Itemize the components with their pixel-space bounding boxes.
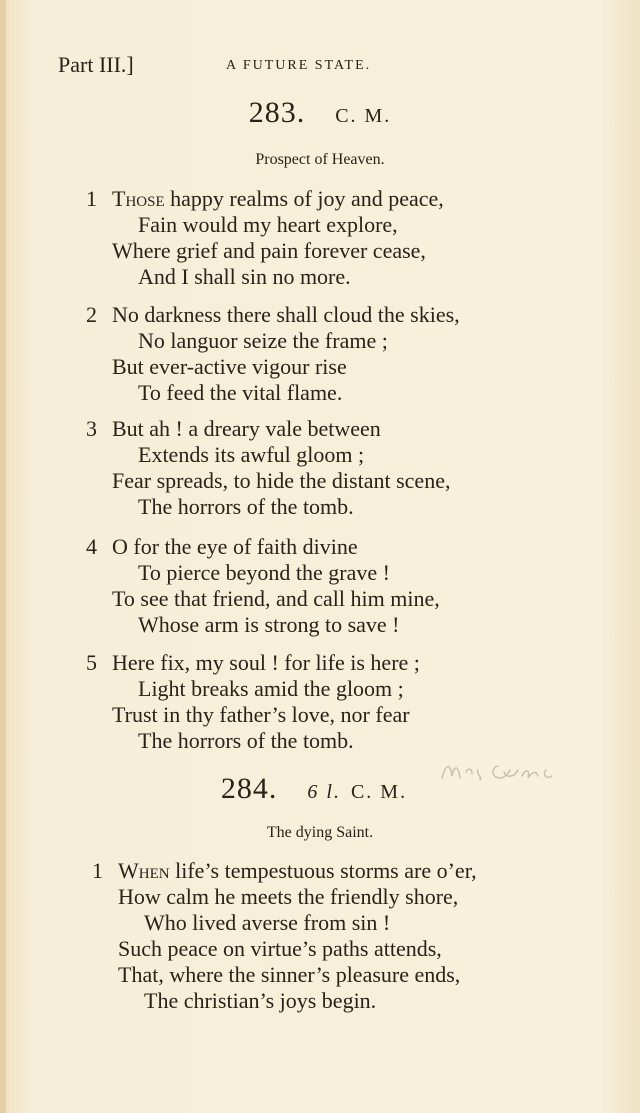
- verse-line: Whose arm is strong to save !: [138, 612, 400, 637]
- pencil-annotation: [438, 756, 570, 786]
- verse-line: That, where the sinner’s pleasure ends,: [118, 962, 461, 987]
- verse-line: Such peace on virtue’s paths attends,: [118, 936, 442, 961]
- hymn-meter: 6 l. C. M.: [307, 781, 408, 803]
- verse-line: The horrors of the tomb.: [138, 494, 354, 519]
- verse-line: Who lived averse from sin !: [144, 910, 391, 935]
- verse-line: To pierce beyond the grave !: [138, 560, 390, 585]
- verse-line: No darkness there shall cloud the skies,: [112, 302, 460, 327]
- verse-number: 4: [86, 534, 97, 559]
- page-header: [58, 52, 618, 80]
- verse-line: Light breaks amid the gloom ;: [138, 676, 404, 701]
- verse-line: No languor seize the frame ;: [138, 328, 388, 353]
- verse-number: 3: [86, 416, 97, 441]
- hymn-meter: C. M.: [335, 105, 392, 127]
- verse-number: 1: [92, 858, 103, 883]
- verse-number: 2: [86, 302, 97, 327]
- verse-line: When life’s tempestuous storms are o’er,: [118, 858, 477, 883]
- verse-line: O for the eye of faith divine: [112, 534, 358, 559]
- hymn-heading: [0, 96, 640, 130]
- hymn-title: Prospect of Heaven.: [255, 151, 385, 168]
- verse-number: 1: [86, 186, 97, 211]
- verse-line: Trust in thy father’s love, nor fear: [112, 702, 410, 727]
- verse-line: But ah ! a dreary vale between: [112, 416, 381, 441]
- hymn-number: 284.: [220, 772, 278, 805]
- verse-first-word: When: [118, 858, 170, 883]
- verse-number: 5: [86, 650, 97, 675]
- verse-line: To see that friend, and call him mine,: [112, 586, 440, 611]
- verse-line: To feed the vital flame.: [138, 380, 343, 405]
- verse-line: Where grief and pain forever cease,: [112, 238, 426, 263]
- verse-line: And I shall sin no more.: [138, 264, 351, 289]
- verse-line: Extends its awful gloom ;: [138, 442, 365, 467]
- verse-line: Here fix, my soul ! for life is here ;: [112, 650, 420, 675]
- part-label: Part III.]: [58, 52, 134, 77]
- verse-first-word: Those: [112, 186, 165, 211]
- verse-line: Fear spreads, to hide the distant scene,: [112, 468, 451, 493]
- verse-line: Those happy realms of joy and peace,: [112, 186, 444, 211]
- hymn-title: The dying Saint.: [266, 824, 374, 841]
- running-title: A FUTURE STATE.: [226, 58, 372, 73]
- verse-line: Fain would my heart explore,: [138, 212, 398, 237]
- hymn-meter-prefix: 6 l.: [307, 781, 341, 803]
- verse-line: But ever-active vigour rise: [112, 354, 347, 379]
- verse-line: The christian’s joys begin.: [144, 988, 377, 1013]
- verse-line: How calm he meets the friendly shore,: [118, 884, 459, 909]
- verse-line: The horrors of the tomb.: [138, 728, 354, 753]
- hymn-number: 283.: [248, 96, 306, 129]
